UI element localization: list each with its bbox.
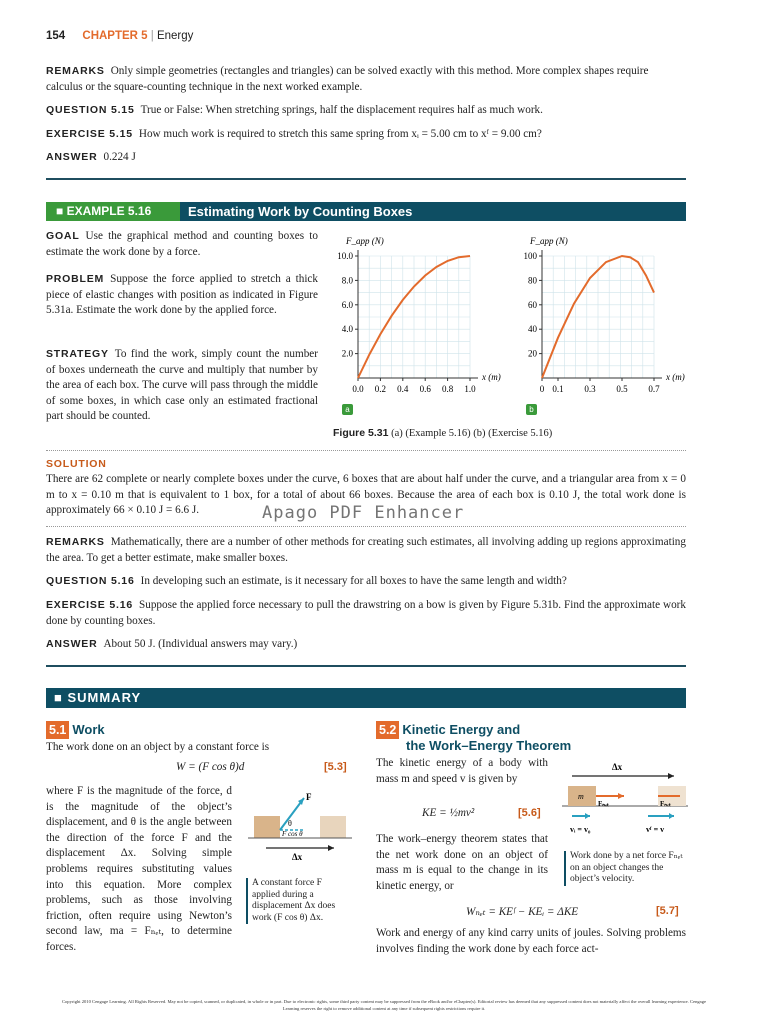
chart-b-x-tick-label: 0: [539, 384, 545, 394]
figure-caption-text: (a) (Example 5.16) (b) (Exercise 5.16): [391, 428, 553, 439]
fig2-vf-arrowhead: [669, 813, 674, 819]
displacement-arrowhead: [328, 845, 334, 851]
work-energy-figure: [562, 756, 688, 842]
fig-Fcos-label: F cos θ: [282, 830, 303, 838]
exercise-5-16: [46, 598, 686, 629]
remarks-label: REMARKS: [46, 65, 105, 77]
copyright-footer: Copyright 2010 Cengage Learning. All Rights Reserved. May not be copied, scanned, or duplicated, in whole or in part. Due to electronic rights, some third party content may be suppressed from the eBook and/or eChapter(s). Editorial review has deemed that any suppressed content does not materially affect the overall learning experience. Cengage Learning reserves the right to remove additional content at any time if subsequent rights restrictions require it.: [61, 999, 707, 1011]
dotted-divider-1: [46, 450, 686, 451]
summary-bar: ■ SUMMARY: [46, 688, 686, 708]
block-right: [320, 816, 346, 838]
chart-a-x-tick-label: 0.4: [397, 384, 409, 394]
chart-b-x-tick-label: 0.3: [584, 384, 596, 394]
chapter-title: Energy: [156, 30, 194, 42]
strategy-label: STRATEGY: [46, 348, 109, 360]
section-5-2-title-1: Kinetic Energy and: [402, 722, 521, 737]
chart-a-x-tick-label: 1.0: [464, 384, 476, 394]
section-divider-1: [46, 178, 686, 180]
page-number: 154: [46, 30, 66, 42]
section-5-1-number: 5.1: [46, 721, 69, 739]
exercise-text-2: Suppose the applied force necessary to pull the drawstring on a bow is given by Figure 5.31b. Find the approximate work done by counting boxes.: [46, 599, 686, 627]
chart-a-y-tick-label: 2.0: [341, 348, 353, 359]
section-5-1-intro: The work done on an object by a constant force is: [46, 741, 270, 753]
chart-b-y-tick-label: 60: [528, 299, 537, 310]
equation-5-7-number: [5.7]: [656, 905, 679, 917]
solution-label: SOLUTION: [46, 458, 107, 470]
chart-a-y-tick-label: 6.0: [341, 299, 353, 310]
example-title: Estimating Work by Counting Boxes: [188, 204, 413, 219]
remarks-label-2: REMARKS: [46, 536, 105, 548]
exercise-text: How much work is required to stretch this same spring from xᵢ = 5.00 cm to xᶠ = 9.00 cm?: [138, 128, 542, 140]
work-figure-caption: A constant force F applied during a displacement Δx does work (F cos θ) Δx.: [246, 878, 352, 924]
chart-b-x-tick-label: 0.1: [552, 384, 564, 394]
work-energy-caption: Work done by a net force Fₙₑₜ on an object changes the object’s velocity.: [564, 851, 690, 886]
goal-label: GOAL: [46, 230, 80, 242]
equation-5-3-number: [5.3]: [324, 761, 347, 773]
answer-label: ANSWER: [46, 151, 98, 163]
goal-text: Use the graphical method and counting boxes to estimate the work done by a force.: [46, 230, 318, 258]
fig-dx-label: Δx: [292, 852, 303, 862]
answer-label-2: ANSWER: [46, 638, 98, 650]
question-label-2: QUESTION 5.16: [46, 575, 135, 587]
strategy-paragraph: [46, 347, 318, 425]
question-5-16: [46, 574, 686, 590]
example-header-bar: [46, 202, 686, 221]
section-5-2-intro: The kinetic energy of a body with mass m and speed v is given by: [376, 757, 548, 785]
section-5-2-closing: Work and energy of any kind carry units of joules. Solving problems involves finding the work done by each force act-: [376, 927, 686, 955]
goal-paragraph: [46, 229, 318, 260]
problem-label: PROBLEM: [46, 273, 105, 285]
equation-5-6-number: [5.6]: [518, 807, 541, 819]
chapter-label: CHAPTER 5: [82, 30, 148, 42]
section-5-2-number: 5.2: [376, 721, 399, 739]
fig2-fnet-arrowhead-1: [618, 793, 624, 799]
exercise-5-15: [46, 127, 686, 143]
chart-b-y-tick-label: 20: [528, 348, 537, 359]
question-label: QUESTION 5.15: [46, 104, 135, 116]
figure-label: Figure 5.31: [333, 427, 389, 439]
section-5-2-heading: [376, 721, 520, 739]
fig-F-label: F: [306, 792, 312, 802]
fig2-m-label: m: [578, 792, 584, 801]
chart-b-x-tick-label: 0.7: [648, 384, 660, 394]
chart-b-y-tick-label: 100: [523, 251, 537, 261]
fig2-fnet-label-2: Fₙₑₜ: [660, 800, 671, 808]
dotted-divider-2: [46, 526, 686, 527]
answer-text: 0.224 J: [103, 151, 136, 163]
fig-theta-label: θ: [288, 819, 292, 828]
section-5-2-title-2: the Work–Energy Theorem: [406, 738, 572, 753]
panel-a-badge: a: [342, 404, 353, 415]
remarks-paragraph-2: [46, 535, 686, 566]
chart-a-y-tick-label: 8.0: [341, 275, 353, 286]
section-5-2-body: The work–energy theorem states that the net work done on an object of mass m is equal to the change in its kinetic energy, or: [376, 833, 548, 892]
remarks-text: Only simple geometries (rectangles and triangles) can be solved exactly with this method. More complex shapes require calculus or the square-counting technique in the next worked example.: [46, 65, 649, 93]
work-force-figure: [248, 784, 352, 864]
figure-caption: [333, 427, 552, 439]
example-tag: ■ EXAMPLE 5.16: [46, 202, 180, 221]
section-5-1-body: where F is the magnitude of the force, d is the magnitude of the object’s displacement, and θ is the angle between the direction of the force F and the displacement Δx. Solving simple problems requires substituting values into this equation. More complex problems, such as those involving friction, often require using Newton’s second law, ma = Fₙₑₜ, to determine forces.: [46, 785, 232, 953]
chart-b-x-tick-label: 0.5: [616, 384, 628, 394]
fig2-vf-label: vᶠ = v: [646, 825, 665, 834]
header-divider: |: [150, 30, 157, 42]
chart-b-y-tick-label: 40: [528, 324, 537, 335]
chart-a-x-tick-label: 0.6: [419, 384, 431, 394]
chart-b: [510, 226, 690, 426]
chart-a-y-tick-label: 4.0: [341, 324, 353, 335]
chart-b-y-axis-label: F_app (N): [530, 236, 568, 246]
page-header: [46, 30, 193, 42]
chart-a-x-tick-label: 0.0: [352, 384, 364, 394]
fig2-fnet-label-1: Fₙₑₜ: [598, 800, 609, 808]
equation-5-7: Wₙₑₜ = KEᶠ − KEᵢ = ΔKE: [466, 906, 579, 918]
problem-text: Suppose the force applied to stretch a thick piece of elastic changes with position as indicated in Figure 5.31a. Estimate the work done by the applied force.: [46, 273, 318, 316]
remarks-paragraph-1: [46, 64, 686, 95]
chart-a-y-tick-label: 10.0: [337, 251, 353, 261]
question-text: True or False: When stretching springs, half the displacement requires half as much work.: [140, 104, 543, 116]
problem-paragraph: [46, 272, 318, 319]
chart-a-y-axis-label: F_app (N): [346, 236, 384, 246]
fig2-dx-label: Δx: [612, 762, 623, 772]
question-5-15: [46, 103, 686, 119]
block-left: [254, 816, 280, 838]
fig2-vi-label: vᵢ = v₀: [570, 825, 591, 834]
strategy-text: To find the work, simply count the number of boxes underneath the curve and multiply that number by the area of each box. The curve will pass through the middle of some boxes, in which case only an estimated fractional part should be counted.: [46, 348, 318, 422]
exercise-label: EXERCISE 5.15: [46, 128, 133, 140]
fig2-dx-arrowhead: [668, 773, 674, 779]
question-text-2: In developing such an estimate, is it necessary for all boxes to have the same length and width?: [140, 575, 567, 587]
chart-b-x-axis-label: x (m): [666, 372, 685, 382]
equation-5-6: KE = ½mv²: [422, 807, 475, 819]
chart-b-y-tick-label: 80: [528, 275, 537, 286]
answer-text-2: About 50 J. (Individual answers may vary.): [103, 638, 298, 650]
section-5-1-heading: [46, 721, 105, 739]
chart-a-x-tick-label: 0.2: [374, 384, 387, 394]
answer-5-15: [46, 150, 686, 166]
solution-text: There are 62 complete or nearly complete boxes under the curve, 6 boxes that are about half under the curve, and a triangular area from x = 0 m to x = 0.10 m that is equivalent to 1 box, for a total of about 66 boxes. Because the area of each box is 0.10 J, the total work done is approximately 66 × 0.10 J = 6.6 J.: [46, 473, 686, 516]
chart-a: [326, 226, 506, 426]
section-5-1-title: Work: [72, 722, 105, 737]
answer-5-16: [46, 637, 686, 653]
chart-a-x-tick-label: 0.8: [441, 384, 454, 394]
exercise-label-2: EXERCISE 5.16: [46, 599, 134, 611]
equation-5-3: W = (F cos θ)d: [176, 761, 245, 773]
chart-a-x-axis-label: x (m): [482, 372, 501, 382]
fig2-vi-arrowhead: [585, 813, 590, 819]
watermark: Apago PDF Enhancer: [262, 503, 465, 523]
panel-b-badge: b: [526, 404, 537, 415]
section-divider-2: [46, 665, 686, 667]
remarks-text-2: Mathematically, there are a number of other methods for creating such estimates, all involving adding up regions approximating the area. To get a better estimate, make smaller boxes.: [46, 536, 686, 564]
